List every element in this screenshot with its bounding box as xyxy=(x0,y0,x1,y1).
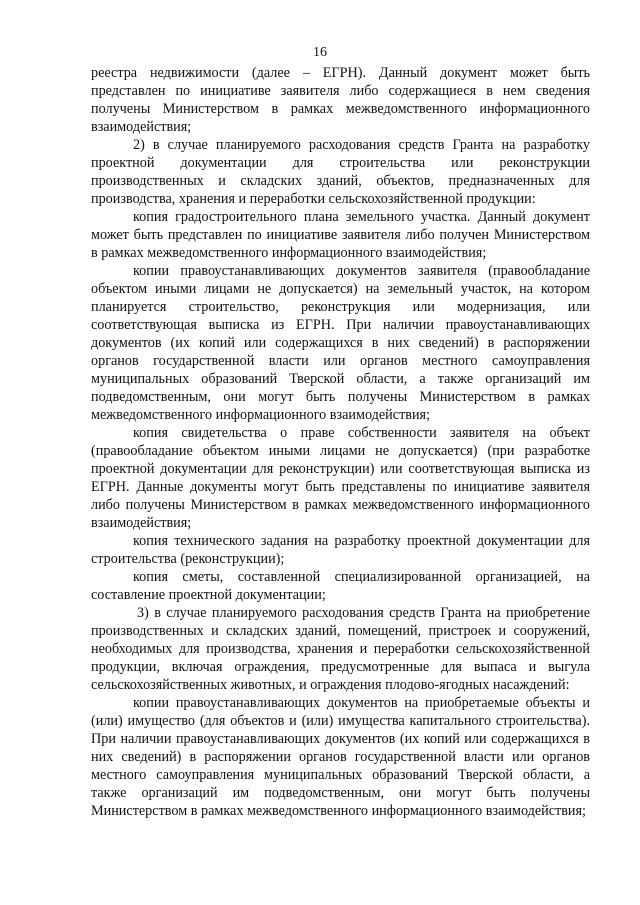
page-number: 16 xyxy=(313,45,327,60)
document-body xyxy=(91,64,590,820)
paragraph-item-2: 2) в случае планируемого расходования средств Гранта на разработку проектной документации для строительства или реконструкции производственных и складских зданий, объектов, предназначенных для производства, хранения и переработки сельскохозяйственной продукции: xyxy=(91,137,590,207)
paragraph-continuation: реестра недвижимости (далее – ЕГРН). Данный документ может быть представлен по инициативе заявителя либо содержащиеся в нем сведения получены Министерством в рамках межведомственного информационного взаимодействия; xyxy=(91,65,590,135)
paragraph-urban-plan-copy: копия градостроительного плана земельного участка. Данный документ может быть представлен по инициативе заявителя либо получен Министерством в рамках межведомственного информационного взаимодействия; xyxy=(91,209,590,261)
paragraph-land-title-docs: копии правоустанавливающих документов заявителя (правообладание объектом иными лицами не допускается) на земельный участок, на котором планируется строительство, реконструкция или модернизация, или соответствующая выписка из ЕГРН. При наличии правоустанавливающих документов (их копий или содержащихся в них сведений) в распоряжении органов государственной власти или органов местного самоуправления муниципальных образований Тверской области, а также организаций им подведомственным, они могут быть получены Министерством в рамках межведомственного информационного взаимодействия; xyxy=(91,263,590,423)
paragraph-item-3: 3) в случае планируемого расходования средств Гранта на приобретение производственных и складских зданий, помещений, пристроек и сооружений, необходимых для производства, хранения и переработки сельскохозяйственной продукции, включая ограждения, предусмотренные для выпаса и выгула сельскохозяйственных животных, и ограждения плодово-ягодных насаждений: xyxy=(91,605,590,693)
paragraph-ownership-certificate: копия свидетельства о праве собственности заявителя на объект (правообладание объектом иными лицами не допускается) (при разработке проектной документации для реконструкции) или соответствующая выписка из ЕГРН. Данные документы могут быть представлены по инициативе заявителя либо получены Министерством в рамках межведомственного информационного взаимодействия; xyxy=(91,425,590,531)
paragraph-estimate-copy: копия сметы, составленной специализированной организацией, на составление проектной документации; xyxy=(91,569,590,603)
paragraph-acquisition-title-docs: копии правоустанавливающих документов на приобретаемые объекты и (или) имущество (для объектов и (или) имущества капитального строительства). При наличии правоустанавливающих документов (их копий или содержащихся в них сведений) в распоряжении органов государственной власти или органов местного самоуправления муниципальных образований Тверской области, а также организаций им подведомственным, они могут быть получены Министерством в рамках межведомственного информационного взаимодействия; xyxy=(91,695,590,819)
paragraph-technical-assignment: копия технического задания на разработку проектной документации для строительства (реконструкции); xyxy=(91,533,590,567)
